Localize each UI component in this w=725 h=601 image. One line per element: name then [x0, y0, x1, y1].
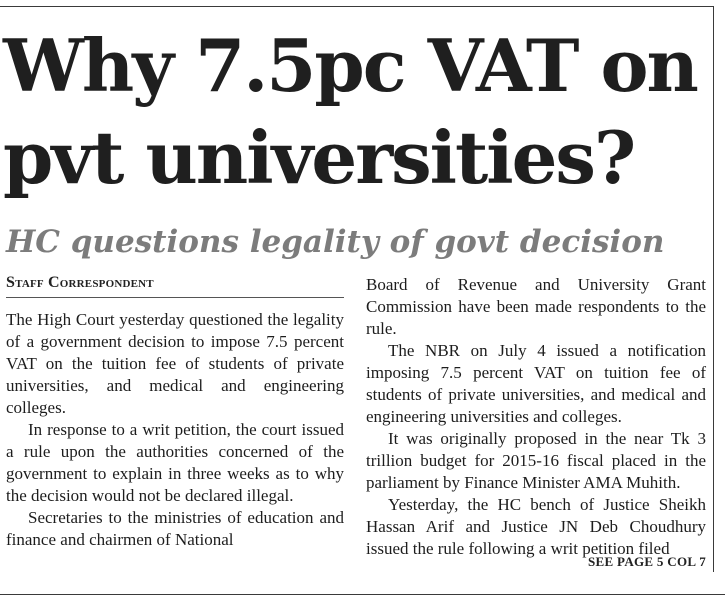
paragraph: The NBR on July 4 issued a notification imposing 7.5 percent VAT on tuition fee of students of private universities, and medical and engineering universities and colleges.	[366, 341, 706, 426]
paragraph-continued: Board of Revenue and University Grant Commission have been made respondents to the rule.	[366, 275, 706, 338]
paragraph: The High Court yesterday questioned the legality of a government decision to impose 7.5 percent VAT on the tuition fee of students of private universities, and medical and engineering colleges.	[6, 310, 344, 417]
paragraph: It was originally proposed in the near Tk 3 trillion budget for 2015-16 fiscal placed in the parliament by Finance Minister AMA Muhith.	[366, 429, 706, 492]
bottom-rule	[0, 594, 725, 595]
paragraph: In response to a writ petition, the court issued a rule upon the authorities concerned of the government to explain in three weeks as to why the decision would not be declared illegal.	[6, 420, 344, 505]
headline-line-1: Why 7.5pc VAT on	[3, 23, 697, 108]
paragraph: Yesterday, the HC bench of Justice Sheikh Hassan Arif and Justice JN Deb Choudhury issued the rule following a writ petition filed	[366, 495, 706, 558]
continued-on-page-link[interactable]: SEE PAGE 5 COL 7	[588, 554, 706, 569]
paragraph: Secretaries to the ministries of education and finance and chairmen of National	[6, 508, 344, 549]
subheadline: HC questions legality of govt decision	[6, 224, 665, 260]
article-column-left	[6, 309, 344, 551]
byline: Staff Correspondent	[6, 274, 344, 298]
headline-line-2: pvt universities?	[3, 115, 635, 200]
article-column-right	[366, 274, 706, 560]
headline	[3, 20, 723, 204]
top-rule	[0, 6, 713, 7]
